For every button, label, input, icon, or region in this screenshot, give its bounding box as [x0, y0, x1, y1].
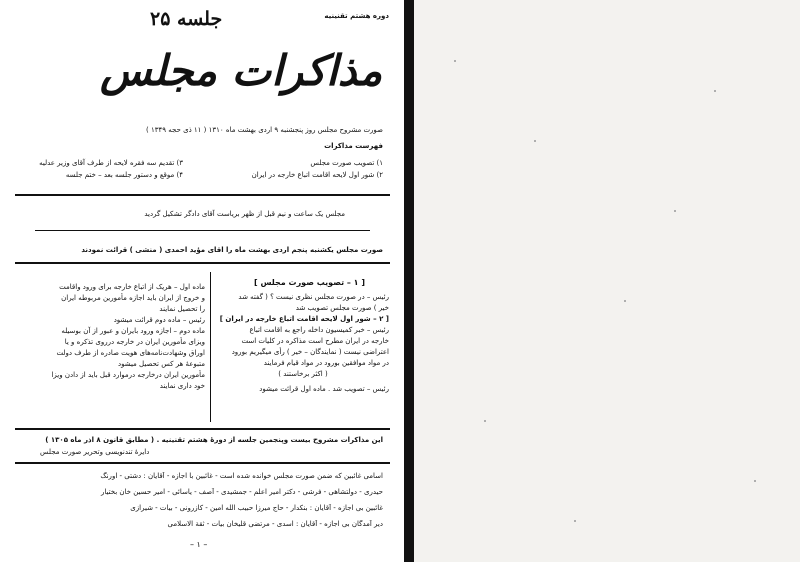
text-line: ( اکثر برخاستند )	[278, 370, 328, 378]
opening-note: مجلس یک ساعت و نیم قبل از ظهر بریاست آقای دادگر تشکیل گردید	[144, 210, 345, 218]
rule	[15, 428, 390, 430]
minutes-read-note: صورت مجلس یکشنبه پنجم اردی بهشت ماه را آقای مؤید احمدی ( منشی ) قرائت نمودند	[81, 246, 383, 254]
page-number: – ۱ –	[190, 540, 208, 549]
text-line: در مواد موافقین بورود در مواد قیام فرمایند	[263, 359, 389, 367]
text-line: ماده دوم – اجازه ورود بایران و عبور از آن بوسیله	[61, 327, 205, 335]
footnote-line: این مذاکرات مشروح بیست وپنجمین جلسه از دورهٔ هشتم تقنینیه . ( مطابق قانون ۸ آذر ماه ۱۳۰۵ )	[45, 436, 383, 444]
masthead-title: مذاکرات مجلس	[100, 46, 383, 95]
binding-edge	[404, 0, 414, 562]
text-line: را تحصیل نمایند	[159, 305, 205, 313]
section-heading: [ ۲ – شور اول لایحه اقامت اتباع خارجه در ایران ]	[219, 315, 389, 323]
section-heading: [ ۱ – تصویب صورت مجلس ]	[254, 278, 365, 287]
text-line: خارجه در ایران مطرح است مذاکره در کلیات است	[241, 337, 389, 345]
masthead-subtitle: صورت مشروح مجلس روز پنجشنبه ۹ اردی بهشت ماه ۱۳۱۰ ( ۱۱ ذی حجه ۱۳۴۹ )	[146, 126, 383, 134]
session-number: جلسه ۲۵	[150, 8, 223, 30]
text-line: رئیس – در صورت مجلس نظری نیست ؟ ( گفته شد	[238, 293, 389, 301]
text-line: متبوعهٔ هر کس تحصیل میشود	[117, 360, 205, 368]
contents-item: ۱) تصویب صورت مجلس	[310, 159, 383, 167]
blank-facing-page	[414, 0, 800, 562]
rule	[15, 194, 390, 196]
text-line: اوراق وشهادت‌نامه‌های هویت صادره از طرف دولت	[56, 349, 205, 357]
footnote-line: دایرهٔ تندنویسی وتحریر صورت مجلس	[40, 448, 150, 456]
absentees-line: اسامی غائبین که ضمن صورت مجلس خوانده شده است - غائبین با اجازه - آقایان : دشتی - اورنگ	[100, 472, 383, 480]
text-line: ویزای مأمورین ایران در خارجه درروی تذکره و یا	[64, 338, 205, 346]
text-line: خود داری نمایند	[159, 382, 205, 390]
contents-item: ۲) شور اول لایحه اقامت اتباع خارجه در ایران	[251, 171, 383, 179]
text-line: خیر ) صورت مجلس تصویب شد	[295, 304, 389, 312]
absentees-line: دیر آمدگان بی اجازه - آقایان : اسدی - مرتضی قلیخان بیات - ثقة الاسلامی	[167, 520, 383, 528]
period-label: دوره هشتم تقنینیه	[324, 12, 389, 20]
rule	[15, 462, 390, 464]
contents-heading: فهرست مذاکرات	[324, 142, 383, 150]
column-rule	[210, 272, 211, 422]
contents-item: ۳) تقدیم سه فقره لایحه از طرف آقای وزیر عدلیه	[39, 159, 183, 167]
text-line: و خروج از ایران باید اجازه مأمورین مربوطه ایران	[61, 294, 205, 302]
text-line: اعتراضی نیست ( نمایندگان – خیر ) رأی میگیریم بورود	[231, 348, 389, 356]
absentees-line: حیدری - دولتشاهی - فرشی - دکتر امیر اعلم - جمشیدی - آصف - یاسائی - امیر حسین خان بختیار	[100, 488, 383, 496]
contents-item: ۴) موقع و دستور جلسه بعد – ختم جلسه	[65, 171, 183, 179]
text-line: رئیس – تصویب شد . ماده اول قرائت میشود	[259, 385, 389, 393]
rule	[15, 262, 390, 264]
text-line: رئیس – خبر کمیسیون داخله راجع به اقامت اتباع	[249, 326, 389, 334]
text-line: ماده اول – هریک از اتباع خارجه برای ورود واقامت	[59, 283, 205, 291]
absentees-line: غائبین بی اجازه - آقایان : بنکدار - حاج میرزا حبیب الله امین - کازرونی - بیات - شیرازی	[130, 504, 383, 512]
left-column	[27, 282, 205, 392]
rule	[35, 230, 370, 231]
right-column	[217, 292, 389, 395]
text-line: مأمورین ایران درخارجه درموارد قبل باید از دادن ویزا	[51, 371, 205, 379]
text-line: رئیس – ماده دوم قرائت میشود	[113, 316, 205, 324]
